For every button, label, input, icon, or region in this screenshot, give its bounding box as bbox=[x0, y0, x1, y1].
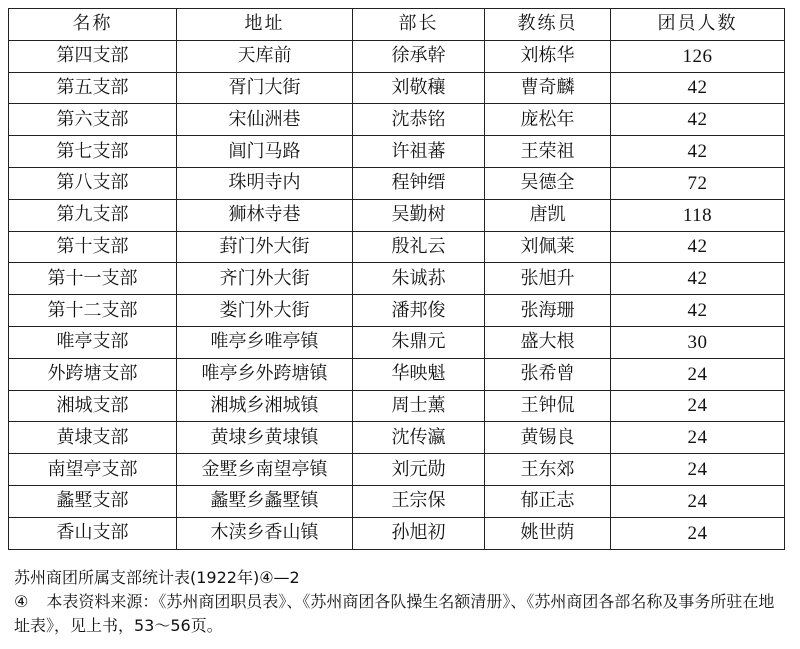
cell-instructor: 张海珊 bbox=[485, 295, 611, 327]
cell-member-count: 42 bbox=[611, 231, 785, 263]
cell-director: 王宗保 bbox=[353, 485, 485, 517]
table-row bbox=[9, 199, 785, 231]
table-row bbox=[9, 40, 785, 72]
cell-director: 殷礼云 bbox=[353, 231, 485, 263]
cell-address: 唯亭乡唯亭镇 bbox=[177, 326, 353, 358]
cell-name: 第十一支部 bbox=[9, 263, 177, 295]
branch-statistics-table-container bbox=[8, 8, 784, 550]
header-name: 名称 bbox=[9, 9, 177, 41]
table-body bbox=[9, 40, 785, 549]
cell-member-count: 72 bbox=[611, 167, 785, 199]
footnote-mark: ④ bbox=[14, 592, 29, 611]
cell-member-count: 42 bbox=[611, 104, 785, 136]
cell-member-count: 24 bbox=[611, 454, 785, 486]
table-row bbox=[9, 295, 785, 327]
cell-address: 宋仙洲巷 bbox=[177, 104, 353, 136]
cell-member-count: 24 bbox=[611, 485, 785, 517]
cell-address: 唯亭乡外跨塘镇 bbox=[177, 358, 353, 390]
cell-director: 周士薰 bbox=[353, 390, 485, 422]
cell-name: 黄埭支部 bbox=[9, 422, 177, 454]
cell-address: 齐门外大街 bbox=[177, 263, 353, 295]
cell-director: 徐承幹 bbox=[353, 40, 485, 72]
cell-name: 唯亭支部 bbox=[9, 326, 177, 358]
header-member-count: 团员人数 bbox=[611, 9, 785, 41]
cell-member-count: 30 bbox=[611, 326, 785, 358]
cell-instructor: 盛大根 bbox=[485, 326, 611, 358]
cell-director: 吴勤树 bbox=[353, 199, 485, 231]
cell-director: 许祖蕃 bbox=[353, 136, 485, 168]
cell-address: 金墅乡南望亭镇 bbox=[177, 454, 353, 486]
cell-name: 第九支部 bbox=[9, 199, 177, 231]
cell-member-count: 42 bbox=[611, 72, 785, 104]
cell-member-count: 24 bbox=[611, 390, 785, 422]
cell-address: 黄埭乡黄埭镇 bbox=[177, 422, 353, 454]
cell-member-count: 24 bbox=[611, 517, 785, 549]
cell-instructor: 刘佩莱 bbox=[485, 231, 611, 263]
table-row bbox=[9, 454, 785, 486]
cell-instructor: 张旭升 bbox=[485, 263, 611, 295]
cell-instructor: 黄锡良 bbox=[485, 422, 611, 454]
header-director: 部长 bbox=[353, 9, 485, 41]
cell-address: 湘城乡湘城镇 bbox=[177, 390, 353, 422]
caption-title: 苏州商团所属支部统计表(1922年)④—2 bbox=[14, 568, 300, 587]
table-header-row bbox=[9, 9, 785, 41]
table-row bbox=[9, 72, 785, 104]
cell-instructor: 王钟侃 bbox=[485, 390, 611, 422]
cell-instructor: 曹奇麟 bbox=[485, 72, 611, 104]
cell-member-count: 42 bbox=[611, 136, 785, 168]
cell-instructor: 王荣祖 bbox=[485, 136, 611, 168]
table-row bbox=[9, 263, 785, 295]
table-caption bbox=[14, 566, 790, 638]
cell-instructor: 姚世荫 bbox=[485, 517, 611, 549]
cell-name: 外跨塘支部 bbox=[9, 358, 177, 390]
cell-director: 华映魁 bbox=[353, 358, 485, 390]
cell-member-count: 118 bbox=[611, 199, 785, 231]
table-row bbox=[9, 136, 785, 168]
cell-name: 南望亭支部 bbox=[9, 454, 177, 486]
footnote-text: 本表资料来源：《苏州商团职员表》、《苏州商团各队操生名额清册》、《苏州商团各部名称及事务所驻在地址表》，见上书，53～56页。 bbox=[14, 592, 775, 635]
cell-member-count: 42 bbox=[611, 295, 785, 327]
cell-instructor: 郁正志 bbox=[485, 485, 611, 517]
cell-instructor: 张希曾 bbox=[485, 358, 611, 390]
cell-name: 蠡墅支部 bbox=[9, 485, 177, 517]
cell-director: 潘邦俊 bbox=[353, 295, 485, 327]
cell-instructor: 唐凯 bbox=[485, 199, 611, 231]
cell-instructor: 王东郊 bbox=[485, 454, 611, 486]
cell-director: 刘元勋 bbox=[353, 454, 485, 486]
table-row bbox=[9, 231, 785, 263]
table-row bbox=[9, 485, 785, 517]
branch-statistics-table bbox=[8, 8, 785, 550]
cell-director: 朱鼎元 bbox=[353, 326, 485, 358]
cell-address: 蠡墅乡蠡墅镇 bbox=[177, 485, 353, 517]
table-row bbox=[9, 167, 785, 199]
cell-address: 狮林寺巷 bbox=[177, 199, 353, 231]
cell-director: 朱诚荪 bbox=[353, 263, 485, 295]
table-row bbox=[9, 326, 785, 358]
table-row bbox=[9, 390, 785, 422]
table-row bbox=[9, 517, 785, 549]
table-row bbox=[9, 422, 785, 454]
cell-name: 第十支部 bbox=[9, 231, 177, 263]
cell-member-count: 126 bbox=[611, 40, 785, 72]
cell-address: 木渎乡香山镇 bbox=[177, 517, 353, 549]
cell-instructor: 刘栋华 bbox=[485, 40, 611, 72]
cell-instructor: 吴德全 bbox=[485, 167, 611, 199]
cell-director: 沈传瀛 bbox=[353, 422, 485, 454]
cell-address: 阊门马路 bbox=[177, 136, 353, 168]
header-address: 地址 bbox=[177, 9, 353, 41]
cell-name: 第四支部 bbox=[9, 40, 177, 72]
cell-director: 沈恭铭 bbox=[353, 104, 485, 136]
table-row bbox=[9, 358, 785, 390]
table-row bbox=[9, 104, 785, 136]
cell-address: 娄门外大街 bbox=[177, 295, 353, 327]
cell-director: 程钟缙 bbox=[353, 167, 485, 199]
cell-address: 葑门外大街 bbox=[177, 231, 353, 263]
cell-name: 第七支部 bbox=[9, 136, 177, 168]
cell-name: 第八支部 bbox=[9, 167, 177, 199]
cell-member-count: 42 bbox=[611, 263, 785, 295]
cell-name: 第十二支部 bbox=[9, 295, 177, 327]
cell-name: 第五支部 bbox=[9, 72, 177, 104]
cell-member-count: 24 bbox=[611, 358, 785, 390]
cell-name: 湘城支部 bbox=[9, 390, 177, 422]
cell-name: 香山支部 bbox=[9, 517, 177, 549]
cell-address: 天库前 bbox=[177, 40, 353, 72]
cell-director: 孙旭初 bbox=[353, 517, 485, 549]
cell-address: 珠明寺内 bbox=[177, 167, 353, 199]
caption-footnote bbox=[14, 590, 790, 638]
cell-instructor: 庞松年 bbox=[485, 104, 611, 136]
cell-member-count: 24 bbox=[611, 422, 785, 454]
cell-director: 刘敬穰 bbox=[353, 72, 485, 104]
header-instructor: 教练员 bbox=[485, 9, 611, 41]
cell-name: 第六支部 bbox=[9, 104, 177, 136]
cell-address: 胥门大街 bbox=[177, 72, 353, 104]
